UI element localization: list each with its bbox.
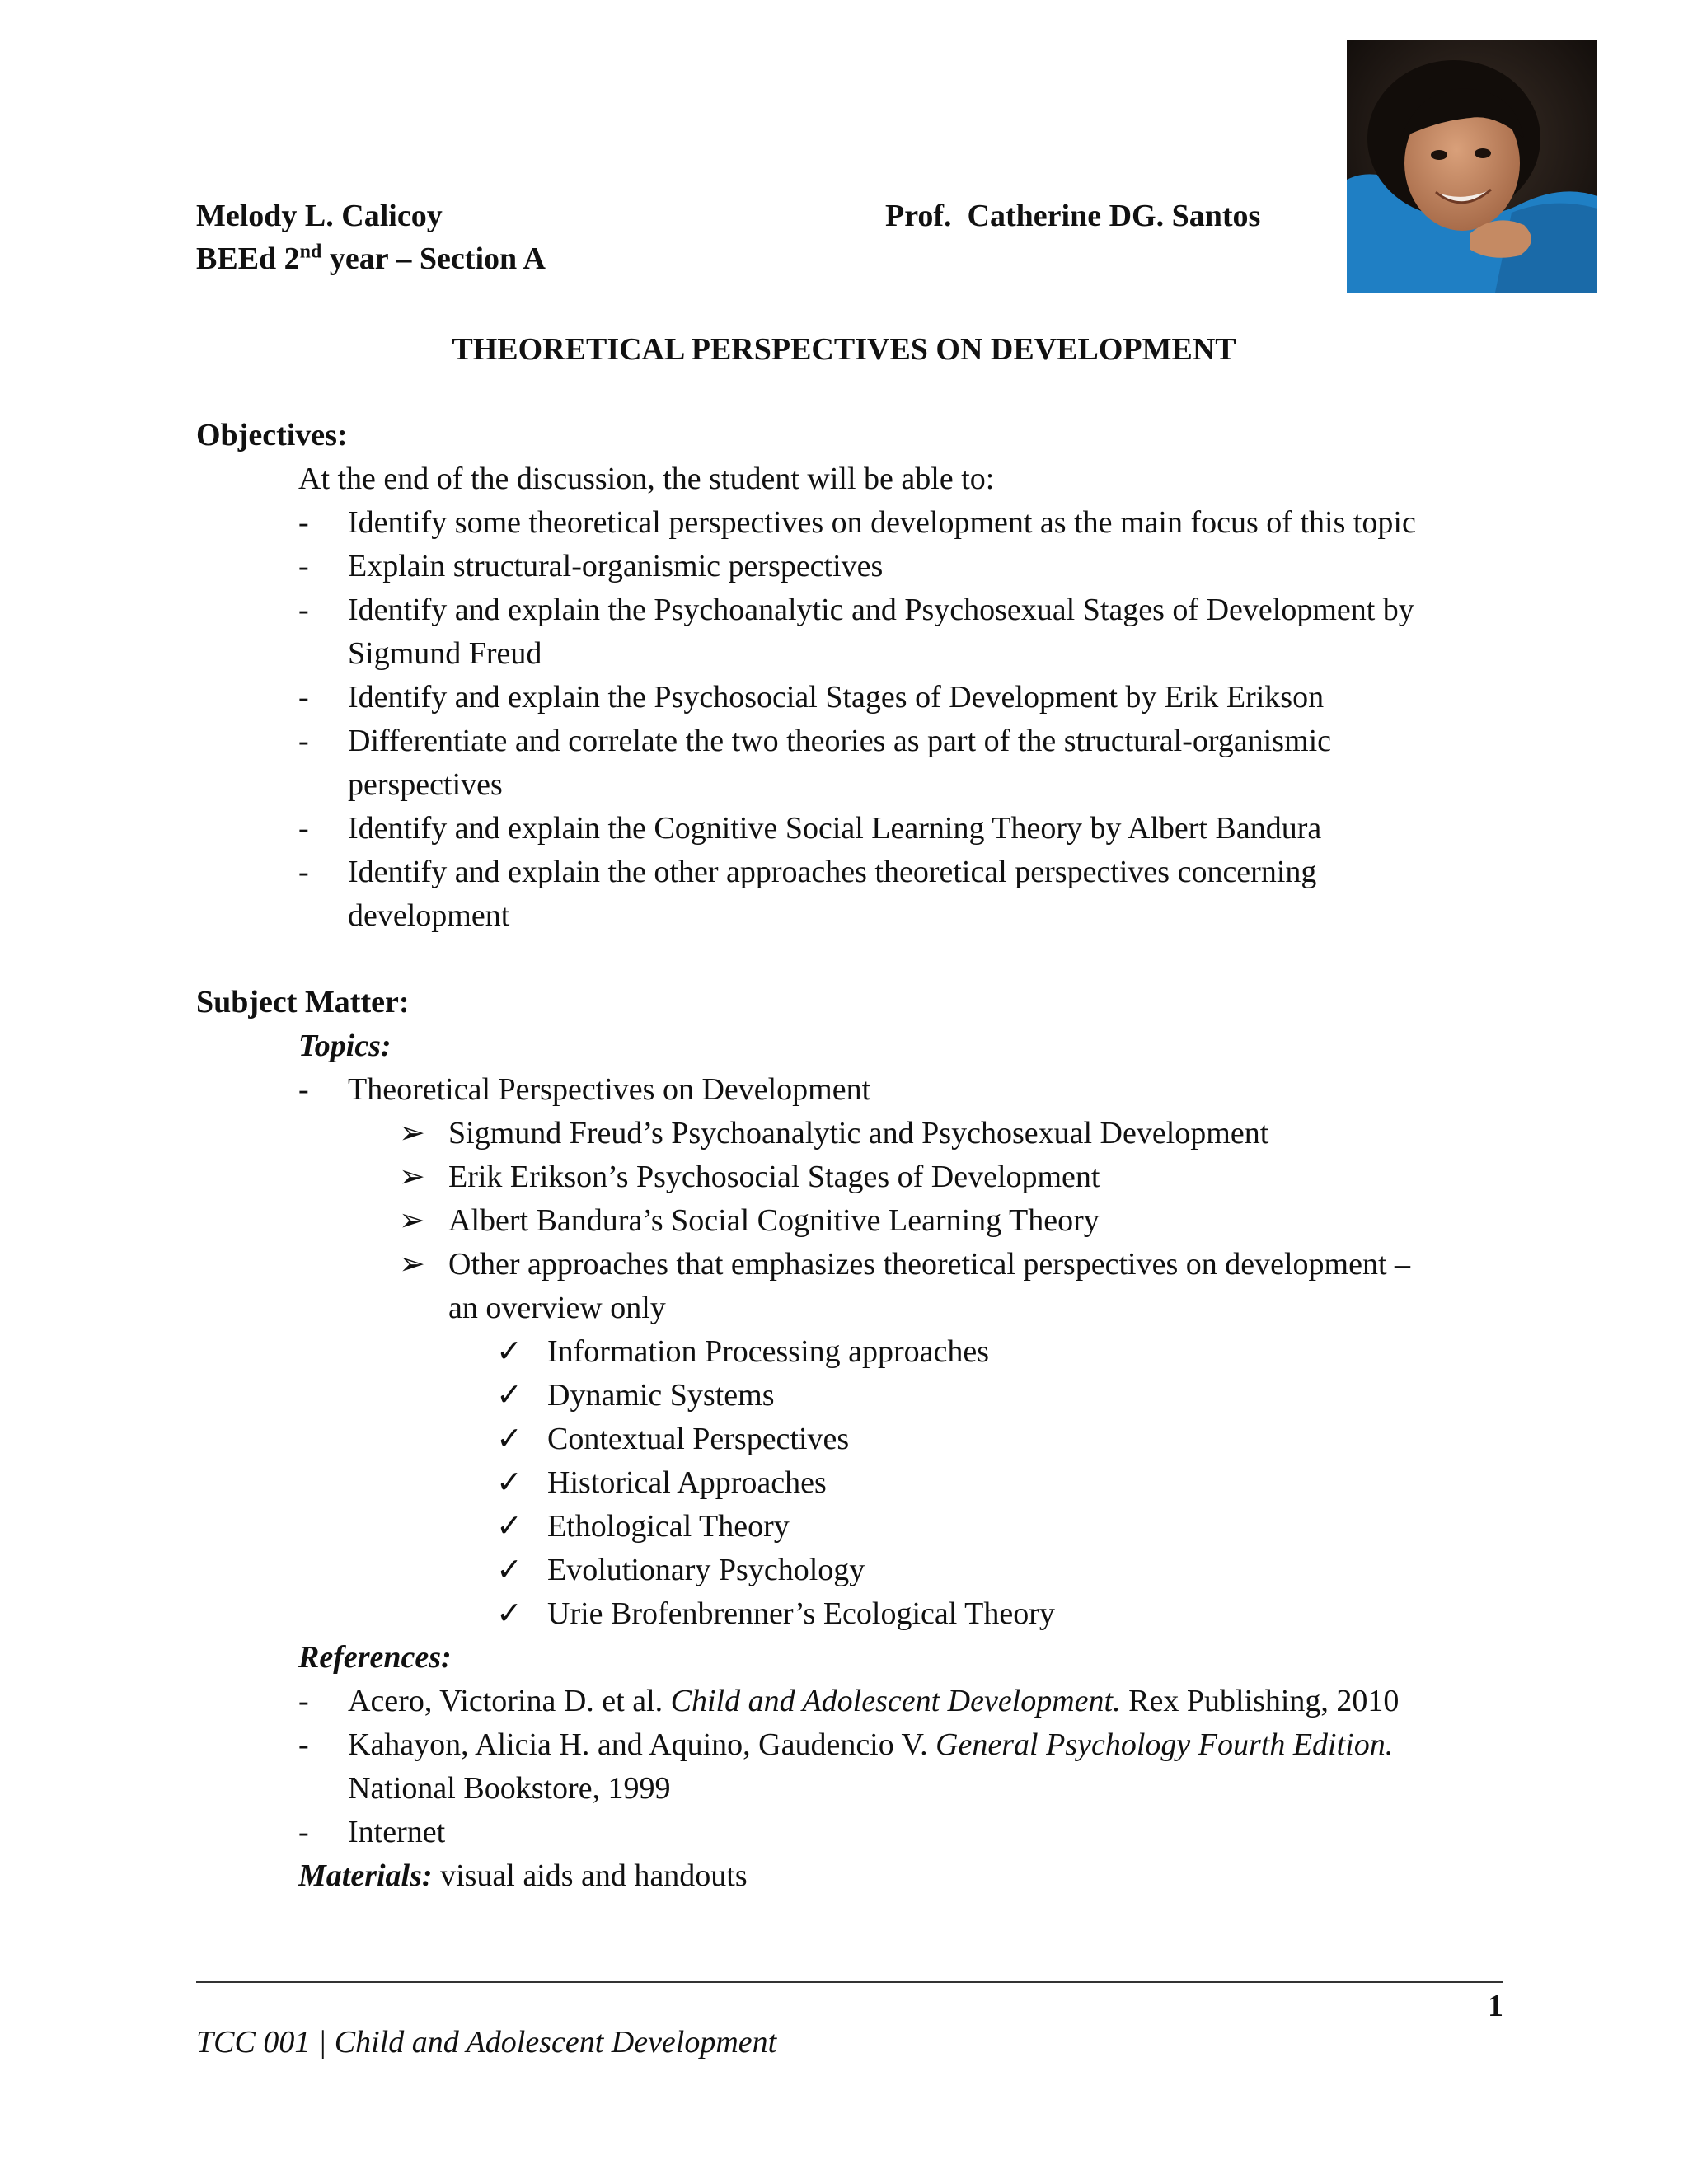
objective-item-continuation: development [348,898,510,933]
arrow-bullet-icon: ➢ [399,1160,425,1194]
course-suffix: year – Section A [321,241,546,276]
reference-authors: Acero, Victorina D. et al. [348,1684,671,1718]
checkmark-icon: ✓ [496,1465,523,1500]
approach-item: Historical Approaches [547,1465,827,1500]
subtopic-item: Other approaches that emphasizes theoretical perspectives on development – [448,1247,1410,1282]
objective-bullet: - [298,505,309,540]
approach-item: Urie Brofenbrenner’s Ecological Theory [547,1596,1055,1631]
subject-matter-heading: Subject Matter: [196,985,410,1019]
course-superscript: nd [299,241,322,263]
reference-bullet: - [298,1727,309,1762]
professor-name: Prof. Catherine DG. Santos [885,199,1261,233]
objective-bullet: - [298,549,309,583]
objectives-intro: At the end of the discussion, the student will be able to: [298,462,995,496]
objective-item-continuation: perspectives [348,767,503,802]
objective-item: Identify and explain the Psychosocial Stages of Development by Erik Erikson [348,680,1325,715]
reference-publisher: National Bookstore, 1999 [348,1771,671,1806]
materials-label: Materials: [298,1858,433,1893]
page-number: 1 [1488,1989,1503,2023]
subtopic-item-continuation: an overview only [448,1291,666,1325]
arrow-bullet-icon: ➢ [399,1116,425,1151]
arrow-bullet-icon: ➢ [399,1203,425,1238]
course-section [196,237,546,280]
course-prefix: BEEd 2 [196,241,300,276]
objective-item: Explain structural-organismic perspectives [348,549,884,583]
approach-item: Contextual Perspectives [547,1422,850,1456]
reference-bullet: - [298,1684,309,1718]
reference-publisher: Rex Publishing, 2010 [1120,1684,1400,1718]
reference-item [348,1723,1393,1766]
checkmark-icon: ✓ [496,1334,523,1369]
approach-item: Evolutionary Psychology [547,1553,865,1587]
objective-item-continuation: Sigmund Freud [348,636,542,671]
subtopic-item: Albert Bandura’s Social Cognitive Learning Theory [448,1203,1100,1238]
footer-course: TCC 001 | Child and Adolescent Development [196,2025,777,2060]
student-photo [1347,40,1597,293]
objective-item: Differentiate and correlate the two theories as part of the structural-organismic [348,724,1332,758]
materials-line [298,1854,748,1897]
checkmark-icon: ✓ [496,1422,523,1456]
approach-item: Dynamic Systems [547,1378,775,1413]
objective-bullet: - [298,593,309,627]
approach-item: Ethological Theory [547,1509,790,1544]
topics-label: Topics: [298,1029,392,1063]
footer-divider [196,1981,1503,1983]
checkmark-icon: ✓ [496,1378,523,1413]
student-name: Melody L. Calicoy [196,199,443,233]
objectives-heading: Objectives: [196,418,348,452]
reference-title: General Psychology Fourth Edition. [935,1727,1394,1762]
objective-bullet: - [298,680,309,715]
objective-item: Identify and explain the Cognitive Social Learning Theory by Albert Bandura [348,811,1322,846]
reference-item: Internet [348,1815,446,1849]
topic-bullet: - [298,1072,309,1107]
student-photo-image [1347,40,1597,293]
reference-authors: Kahayon, Alicia H. and Aquino, Gaudencio V. [348,1727,936,1762]
references-label: References: [298,1640,452,1675]
objective-bullet: - [298,724,309,758]
objective-item: Identify and explain the Psychoanalytic and Psychosexual Stages of Development by [348,593,1414,627]
subtopic-item: Erik Erikson’s Psychosocial Stages of Development [448,1160,1100,1194]
page-title: THEORETICAL PERSPECTIVES ON DEVELOPMENT [452,332,1236,367]
objective-item: Identify and explain the other approaches theoretical perspectives concerning [348,855,1317,889]
checkmark-icon: ✓ [496,1509,523,1544]
main-topic: Theoretical Perspectives on Development [348,1072,871,1107]
arrow-bullet-icon: ➢ [399,1247,425,1282]
objective-bullet: - [298,855,309,889]
reference-item [348,1680,1399,1722]
subtopic-item: Sigmund Freud’s Psychoanalytic and Psychosexual Development [448,1116,1269,1151]
reference-title: Child and Adolescent Development. [670,1684,1121,1718]
checkmark-icon: ✓ [496,1596,523,1631]
reference-bullet: - [298,1815,309,1849]
materials-value: visual aids and handouts [432,1858,748,1893]
objective-bullet: - [298,811,309,846]
approach-item: Information Processing approaches [547,1334,990,1369]
objective-item: Identify some theoretical perspectives on development as the main focus of this topic [348,505,1416,540]
checkmark-icon: ✓ [496,1553,523,1587]
